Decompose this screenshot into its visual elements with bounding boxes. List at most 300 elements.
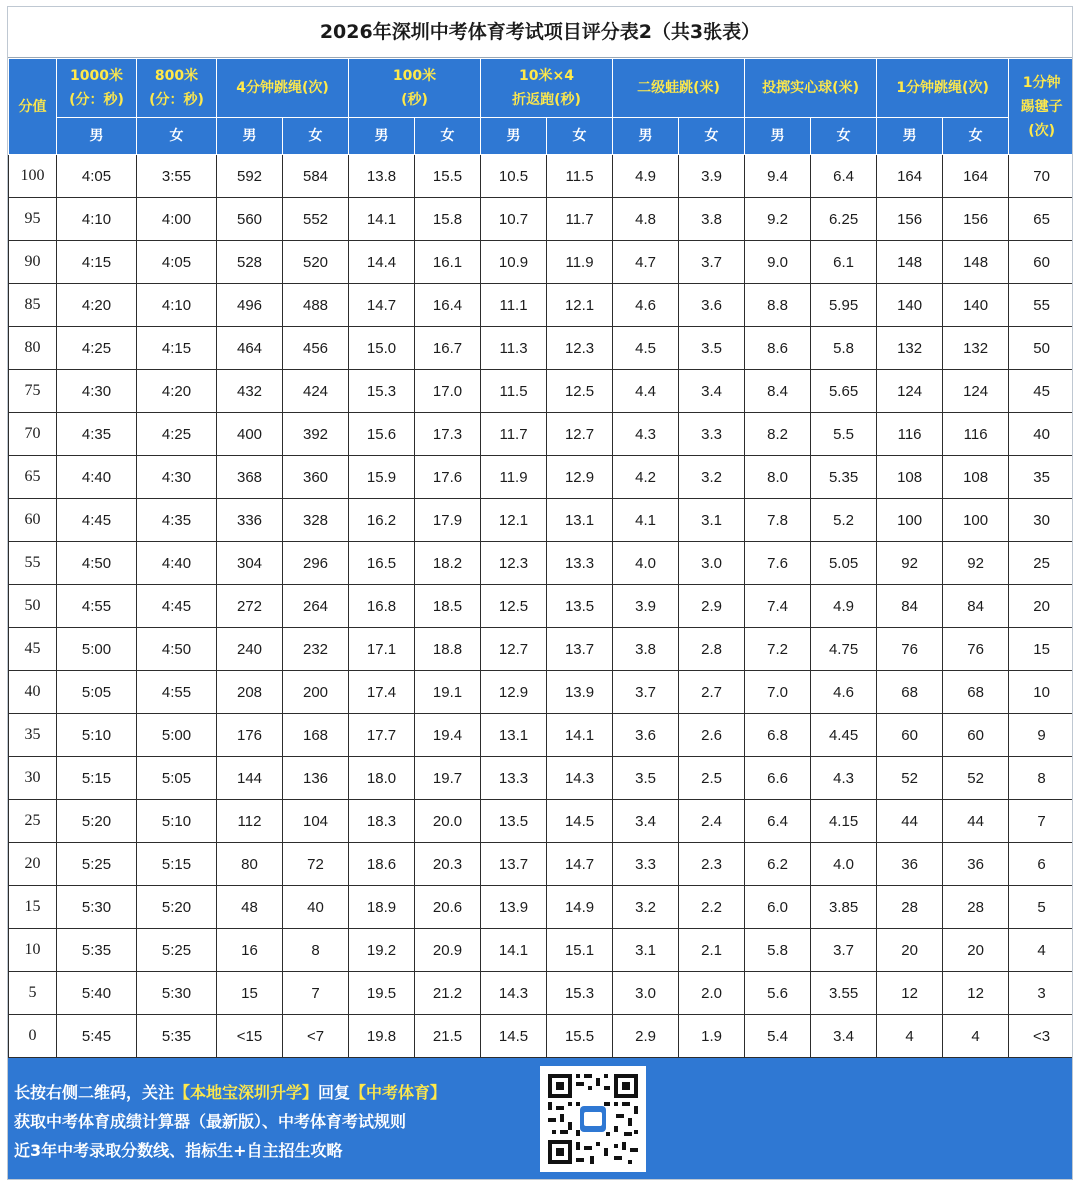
value-cell: 5:30 xyxy=(57,886,137,929)
value-cell: 4.75 xyxy=(811,628,877,671)
value-cell: 5:00 xyxy=(57,628,137,671)
table-row xyxy=(9,714,1074,757)
value-cell: 5:30 xyxy=(137,972,217,1015)
value-cell: 13.5 xyxy=(547,585,613,628)
value-cell: 19.4 xyxy=(415,714,481,757)
value-cell: 13.3 xyxy=(547,542,613,585)
value-cell: 6.6 xyxy=(745,757,811,800)
value-cell: 3.3 xyxy=(679,413,745,456)
value-cell: 124 xyxy=(943,370,1009,413)
value-cell: 5:05 xyxy=(57,671,137,714)
value-cell: 8.8 xyxy=(745,284,811,327)
value-cell: 8.0 xyxy=(745,456,811,499)
value-cell: 36 xyxy=(877,843,943,886)
value-cell: 4.9 xyxy=(811,585,877,628)
header-row-events xyxy=(9,59,1074,118)
value-cell: 360 xyxy=(283,456,349,499)
value-cell: 72 xyxy=(283,843,349,886)
value-cell: 7.2 xyxy=(745,628,811,671)
value-cell: 14.7 xyxy=(349,284,415,327)
value-cell: 4:20 xyxy=(57,284,137,327)
value-cell: 25 xyxy=(1009,542,1073,585)
value-cell: 14.7 xyxy=(547,843,613,886)
value-cell: 5:00 xyxy=(137,714,217,757)
gender-male-header: 男 xyxy=(57,118,137,155)
value-cell: 60 xyxy=(877,714,943,757)
value-cell: 4.3 xyxy=(613,413,679,456)
value-cell: 15.6 xyxy=(349,413,415,456)
value-cell: 12 xyxy=(877,972,943,1015)
value-cell: 15.5 xyxy=(547,1015,613,1058)
value-cell: 2.9 xyxy=(613,1015,679,1058)
value-cell: 5.05 xyxy=(811,542,877,585)
value-cell: 5:15 xyxy=(57,757,137,800)
value-cell: 16.1 xyxy=(415,241,481,284)
value-cell: 3.2 xyxy=(613,886,679,929)
value-cell: 5:10 xyxy=(57,714,137,757)
value-cell: 9.0 xyxy=(745,241,811,284)
value-cell: 392 xyxy=(283,413,349,456)
value-cell: 4.6 xyxy=(613,284,679,327)
value-cell: 14.1 xyxy=(547,714,613,757)
score-cell: 70 xyxy=(9,413,57,456)
table-row xyxy=(9,413,1074,456)
value-cell: 560 xyxy=(217,198,283,241)
value-cell: 3:55 xyxy=(137,155,217,198)
score-cell: 20 xyxy=(9,843,57,886)
value-cell: 148 xyxy=(943,241,1009,284)
score-cell: 25 xyxy=(9,800,57,843)
value-cell: 3.7 xyxy=(679,241,745,284)
value-cell: 5:25 xyxy=(137,929,217,972)
value-cell: 1.9 xyxy=(679,1015,745,1058)
value-cell: 4.8 xyxy=(613,198,679,241)
value-cell: 5.8 xyxy=(811,327,877,370)
value-cell: 5:25 xyxy=(57,843,137,886)
value-cell: 15 xyxy=(1009,628,1073,671)
table-row xyxy=(9,628,1074,671)
table-row xyxy=(9,327,1074,370)
value-cell: 4.7 xyxy=(613,241,679,284)
value-cell: 5:35 xyxy=(137,1015,217,1058)
value-cell: 2.8 xyxy=(679,628,745,671)
value-cell: 232 xyxy=(283,628,349,671)
value-cell: 100 xyxy=(943,499,1009,542)
value-cell: 3.4 xyxy=(811,1015,877,1058)
value-cell: 8.6 xyxy=(745,327,811,370)
value-cell: 11.5 xyxy=(481,370,547,413)
value-cell: 14.5 xyxy=(481,1015,547,1058)
value-cell: 19.7 xyxy=(415,757,481,800)
value-cell: 7 xyxy=(1009,800,1073,843)
score-cell: 90 xyxy=(9,241,57,284)
event-header-1000m: 1000米 (分：秒) xyxy=(57,59,137,118)
value-cell: 12.9 xyxy=(481,671,547,714)
header-row-gender xyxy=(9,118,1074,155)
value-cell: 2.5 xyxy=(679,757,745,800)
value-cell: 6.0 xyxy=(745,886,811,929)
value-cell: 3.9 xyxy=(613,585,679,628)
value-cell: 65 xyxy=(1009,198,1073,241)
value-cell: 13.5 xyxy=(481,800,547,843)
value-cell: 5:20 xyxy=(137,886,217,929)
event-header-1min-rope: 1分钟跳绳(次) xyxy=(877,59,1009,118)
value-cell: 13.1 xyxy=(547,499,613,542)
event-header-shuttlecock: 1分钟 踢毽子 (次) xyxy=(1009,59,1073,155)
value-cell: 528 xyxy=(217,241,283,284)
table-row xyxy=(9,929,1074,972)
table-row xyxy=(9,800,1074,843)
value-cell: 76 xyxy=(943,628,1009,671)
score-cell: 0 xyxy=(9,1015,57,1058)
value-cell: 18.8 xyxy=(415,628,481,671)
scoring-table xyxy=(8,58,1073,1058)
value-cell: 17.6 xyxy=(415,456,481,499)
value-cell: 2.7 xyxy=(679,671,745,714)
value-cell: 4:00 xyxy=(137,198,217,241)
value-cell: <7 xyxy=(283,1015,349,1058)
table-row xyxy=(9,972,1074,1015)
value-cell: 15 xyxy=(217,972,283,1015)
value-cell: 5.35 xyxy=(811,456,877,499)
value-cell: 4.6 xyxy=(811,671,877,714)
value-cell: 15.9 xyxy=(349,456,415,499)
table-row xyxy=(9,585,1074,628)
value-cell: 13.7 xyxy=(481,843,547,886)
value-cell: 208 xyxy=(217,671,283,714)
value-cell: 3.85 xyxy=(811,886,877,929)
gender-male-header: 男 xyxy=(877,118,943,155)
value-cell: 18.6 xyxy=(349,843,415,886)
value-cell: <15 xyxy=(217,1015,283,1058)
value-cell: 12.5 xyxy=(481,585,547,628)
score-cell: 10 xyxy=(9,929,57,972)
gender-male-header: 男 xyxy=(217,118,283,155)
value-cell: 4.45 xyxy=(811,714,877,757)
value-cell: 5:45 xyxy=(57,1015,137,1058)
table-row xyxy=(9,757,1074,800)
value-cell: 70 xyxy=(1009,155,1073,198)
value-cell: 2.1 xyxy=(679,929,745,972)
reply-keyword: 【中考体育】 xyxy=(350,1083,447,1102)
value-cell: 6.2 xyxy=(745,843,811,886)
value-cell: 4:25 xyxy=(57,327,137,370)
value-cell: 80 xyxy=(217,843,283,886)
value-cell: 84 xyxy=(877,585,943,628)
value-cell: 6.1 xyxy=(811,241,877,284)
score-cell: 80 xyxy=(9,327,57,370)
value-cell: 4.2 xyxy=(613,456,679,499)
value-cell: 5:40 xyxy=(57,972,137,1015)
qr-code-icon[interactable] xyxy=(540,1066,646,1172)
value-cell: 264 xyxy=(283,585,349,628)
value-cell: 4 xyxy=(1009,929,1073,972)
value-cell: 5.95 xyxy=(811,284,877,327)
value-cell: 44 xyxy=(943,800,1009,843)
value-cell: 6.4 xyxy=(811,155,877,198)
value-cell: 3.4 xyxy=(613,800,679,843)
value-cell: 55 xyxy=(1009,284,1073,327)
value-cell: 4:40 xyxy=(57,456,137,499)
value-cell: 3.9 xyxy=(679,155,745,198)
value-cell: 4:40 xyxy=(137,542,217,585)
value-cell: 5:05 xyxy=(137,757,217,800)
value-cell: 176 xyxy=(217,714,283,757)
value-cell: 15.8 xyxy=(415,198,481,241)
table-row xyxy=(9,542,1074,585)
value-cell: 6.8 xyxy=(745,714,811,757)
value-cell: 520 xyxy=(283,241,349,284)
value-cell: 140 xyxy=(877,284,943,327)
value-cell: 17.3 xyxy=(415,413,481,456)
value-cell: 4:55 xyxy=(57,585,137,628)
value-cell: 12.7 xyxy=(547,413,613,456)
value-cell: 3.4 xyxy=(679,370,745,413)
score-cell: 75 xyxy=(9,370,57,413)
value-cell: 5.2 xyxy=(811,499,877,542)
event-header-shuttle-run: 10米×4 折返跑(秒) xyxy=(481,59,613,118)
value-cell: 20.0 xyxy=(415,800,481,843)
score-sheet xyxy=(7,6,1073,1180)
value-cell: 488 xyxy=(283,284,349,327)
value-cell: 18.3 xyxy=(349,800,415,843)
gender-female-header: 女 xyxy=(415,118,481,155)
value-cell: 13.7 xyxy=(547,628,613,671)
value-cell: 20 xyxy=(943,929,1009,972)
value-cell: 19.1 xyxy=(415,671,481,714)
value-cell: 464 xyxy=(217,327,283,370)
value-cell: 14.5 xyxy=(547,800,613,843)
value-cell: 92 xyxy=(943,542,1009,585)
gender-female-header: 女 xyxy=(283,118,349,155)
value-cell: 12.1 xyxy=(547,284,613,327)
value-cell: 5.6 xyxy=(745,972,811,1015)
score-cell: 40 xyxy=(9,671,57,714)
value-cell: 17.9 xyxy=(415,499,481,542)
value-cell: 30 xyxy=(1009,499,1073,542)
value-cell: 156 xyxy=(943,198,1009,241)
value-cell: 3.55 xyxy=(811,972,877,1015)
value-cell: 496 xyxy=(217,284,283,327)
value-cell: 2.6 xyxy=(679,714,745,757)
value-cell: 4:10 xyxy=(137,284,217,327)
value-cell: 4.9 xyxy=(613,155,679,198)
gender-male-header: 男 xyxy=(349,118,415,155)
gender-female-header: 女 xyxy=(679,118,745,155)
value-cell: 15.5 xyxy=(415,155,481,198)
gender-female-header: 女 xyxy=(137,118,217,155)
value-cell: 3.5 xyxy=(679,327,745,370)
value-cell: 17.4 xyxy=(349,671,415,714)
value-cell: 3.0 xyxy=(613,972,679,1015)
value-cell: 16.8 xyxy=(349,585,415,628)
value-cell: 4:35 xyxy=(137,499,217,542)
value-cell: 84 xyxy=(943,585,1009,628)
value-cell: 15.3 xyxy=(349,370,415,413)
gender-male-header: 男 xyxy=(613,118,679,155)
value-cell: 4:10 xyxy=(57,198,137,241)
value-cell: 19.5 xyxy=(349,972,415,1015)
value-cell: 20 xyxy=(1009,585,1073,628)
value-cell: 4:35 xyxy=(57,413,137,456)
value-cell: 4.15 xyxy=(811,800,877,843)
value-cell: 4:20 xyxy=(137,370,217,413)
score-cell: 35 xyxy=(9,714,57,757)
value-cell: 13.9 xyxy=(481,886,547,929)
value-cell: 3.8 xyxy=(679,198,745,241)
score-cell: 65 xyxy=(9,456,57,499)
value-cell: 5:10 xyxy=(137,800,217,843)
value-cell: 5 xyxy=(1009,886,1073,929)
value-cell: 3 xyxy=(1009,972,1073,1015)
table-row xyxy=(9,370,1074,413)
value-cell: 432 xyxy=(217,370,283,413)
value-cell: 11.1 xyxy=(481,284,547,327)
value-cell: 12.3 xyxy=(481,542,547,585)
value-cell: 10.9 xyxy=(481,241,547,284)
score-cell: 55 xyxy=(9,542,57,585)
value-cell: 148 xyxy=(877,241,943,284)
value-cell: 3.3 xyxy=(613,843,679,886)
value-cell: 16.7 xyxy=(415,327,481,370)
value-cell: 3.8 xyxy=(613,628,679,671)
value-cell: 116 xyxy=(877,413,943,456)
gender-female-header: 女 xyxy=(943,118,1009,155)
value-cell: 8.2 xyxy=(745,413,811,456)
value-cell: 9.4 xyxy=(745,155,811,198)
table-body xyxy=(9,155,1074,1058)
event-header-800m: 800米 (分：秒) xyxy=(137,59,217,118)
score-column-header: 分值 xyxy=(9,59,57,155)
value-cell: 4:05 xyxy=(137,241,217,284)
value-cell: 11.9 xyxy=(481,456,547,499)
value-cell: 12.3 xyxy=(547,327,613,370)
value-cell: 5:35 xyxy=(57,929,137,972)
value-cell: 18.0 xyxy=(349,757,415,800)
value-cell: 11.9 xyxy=(547,241,613,284)
value-cell: 50 xyxy=(1009,327,1073,370)
value-cell: 4:30 xyxy=(137,456,217,499)
value-cell: 7 xyxy=(283,972,349,1015)
value-cell: 2.4 xyxy=(679,800,745,843)
value-cell: 116 xyxy=(943,413,1009,456)
value-cell: 8 xyxy=(283,929,349,972)
value-cell: 9 xyxy=(1009,714,1073,757)
value-cell: 13.1 xyxy=(481,714,547,757)
value-cell: 4:15 xyxy=(57,241,137,284)
value-cell: 60 xyxy=(943,714,1009,757)
value-cell: 132 xyxy=(943,327,1009,370)
value-cell: 76 xyxy=(877,628,943,671)
value-cell: 328 xyxy=(283,499,349,542)
value-cell: 19.2 xyxy=(349,929,415,972)
value-cell: 108 xyxy=(943,456,1009,499)
value-cell: 456 xyxy=(283,327,349,370)
value-cell: 4:50 xyxy=(137,628,217,671)
score-cell: 5 xyxy=(9,972,57,1015)
value-cell: 15.1 xyxy=(547,929,613,972)
value-cell: 424 xyxy=(283,370,349,413)
value-cell: 3.1 xyxy=(613,929,679,972)
value-cell: 4 xyxy=(877,1015,943,1058)
value-cell: 3.7 xyxy=(613,671,679,714)
value-cell: 2.0 xyxy=(679,972,745,1015)
value-cell: 4:25 xyxy=(137,413,217,456)
value-cell: 10.5 xyxy=(481,155,547,198)
value-cell: 14.4 xyxy=(349,241,415,284)
value-cell: 112 xyxy=(217,800,283,843)
score-cell: 85 xyxy=(9,284,57,327)
value-cell: 2.2 xyxy=(679,886,745,929)
value-cell: 200 xyxy=(283,671,349,714)
value-cell: 15.0 xyxy=(349,327,415,370)
account-name: 【本地宝深圳升学】 xyxy=(174,1083,319,1102)
footer-line-2: 获取中考体育成绩计算器（最新版）、中考体育考试规则 xyxy=(14,1112,407,1131)
value-cell: 136 xyxy=(283,757,349,800)
score-cell: 15 xyxy=(9,886,57,929)
value-cell: 4.5 xyxy=(613,327,679,370)
value-cell: <3 xyxy=(1009,1015,1073,1058)
value-cell: 3.5 xyxy=(613,757,679,800)
value-cell: 164 xyxy=(877,155,943,198)
value-cell: 108 xyxy=(877,456,943,499)
value-cell: 11.5 xyxy=(547,155,613,198)
value-cell: 4:45 xyxy=(57,499,137,542)
value-cell: 3.6 xyxy=(679,284,745,327)
value-cell: 16.2 xyxy=(349,499,415,542)
value-cell: 48 xyxy=(217,886,283,929)
value-cell: 13.3 xyxy=(481,757,547,800)
value-cell: 20.3 xyxy=(415,843,481,886)
value-cell: 16.4 xyxy=(415,284,481,327)
value-cell: 16 xyxy=(217,929,283,972)
score-cell: 60 xyxy=(9,499,57,542)
event-header-4min-rope: 4分钟跳绳(次) xyxy=(217,59,349,118)
value-cell: 11.7 xyxy=(481,413,547,456)
value-cell: 5.8 xyxy=(745,929,811,972)
value-cell: 132 xyxy=(877,327,943,370)
value-cell: 7.8 xyxy=(745,499,811,542)
value-cell: 336 xyxy=(217,499,283,542)
value-cell: 140 xyxy=(943,284,1009,327)
value-cell: 3.0 xyxy=(679,542,745,585)
value-cell: 36 xyxy=(943,843,1009,886)
page-title: 2026年深圳中考体育考试项目评分表2（共3张表） xyxy=(8,7,1072,58)
gender-female-header: 女 xyxy=(547,118,613,155)
value-cell: 4:05 xyxy=(57,155,137,198)
score-cell: 30 xyxy=(9,757,57,800)
value-cell: 28 xyxy=(877,886,943,929)
value-cell: 19.8 xyxy=(349,1015,415,1058)
value-cell: 14.3 xyxy=(547,757,613,800)
value-cell: 100 xyxy=(877,499,943,542)
value-cell: 124 xyxy=(877,370,943,413)
table-row xyxy=(9,671,1074,714)
value-cell: 8 xyxy=(1009,757,1073,800)
gender-male-header: 男 xyxy=(745,118,811,155)
table-row xyxy=(9,155,1074,198)
value-cell: 7.6 xyxy=(745,542,811,585)
value-cell: 12.1 xyxy=(481,499,547,542)
value-cell: 3.6 xyxy=(613,714,679,757)
value-cell: 21.2 xyxy=(415,972,481,1015)
value-cell: 584 xyxy=(283,155,349,198)
value-cell: 5.5 xyxy=(811,413,877,456)
value-cell: 40 xyxy=(283,886,349,929)
value-cell: 12 xyxy=(943,972,1009,1015)
value-cell: 5:20 xyxy=(57,800,137,843)
event-header-100m: 100米 (秒) xyxy=(349,59,481,118)
